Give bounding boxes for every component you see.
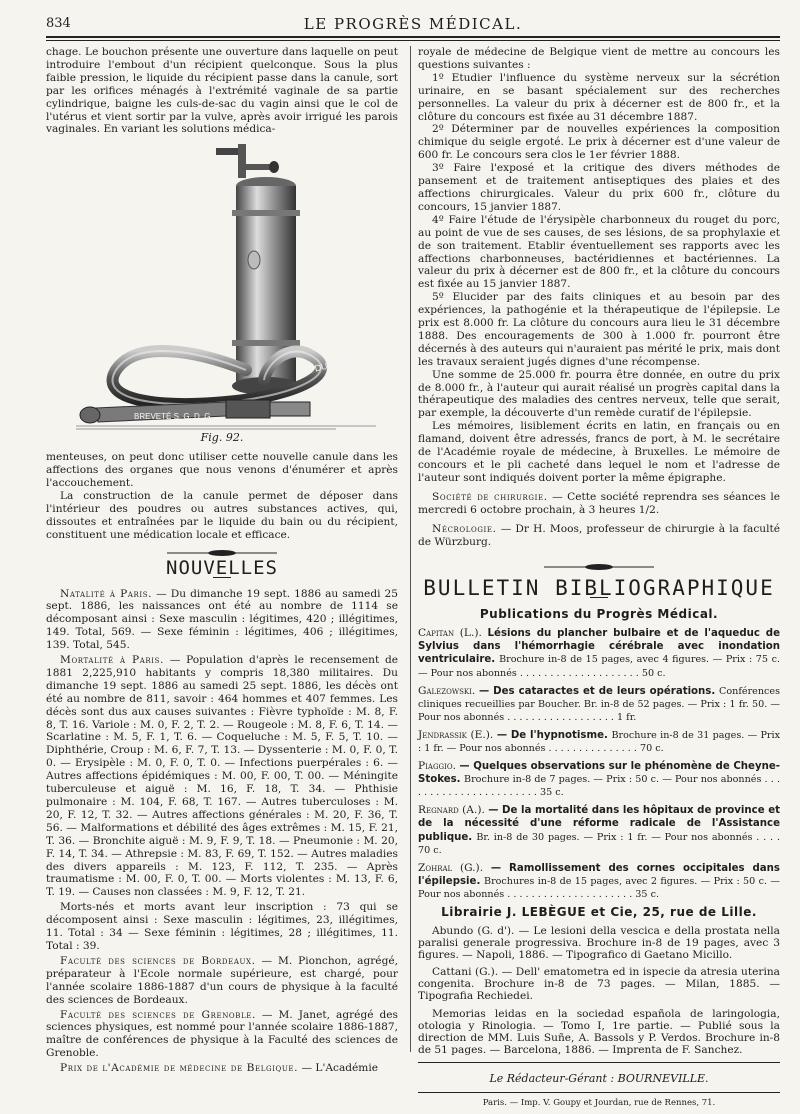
librairie-title: Librairie J. LEBÈGUE et Cie, 25, rue de Lille. — [441, 905, 757, 920]
necrologie-heading: Nécrologie. — [432, 522, 497, 535]
prize-item: 4º Faire l'étude de l'érysipèle charbonneux du rouget du porc, au point de vue de ses causes, de ses lésions, de sa prophylaxie et de son traitement. Etablir éventuellement ses rapports avec les affections charbonneuses, bactéridiennes et bactériennes. La valeur du prix à décerner est de 800 fr., et la clôture du concours est fixée au 15 janvier 1887. — [418, 213, 780, 291]
pub-details: Conférences cliniques recueillies par Boucher. Br. in-8 de 52 pages. — Prix : 1 fr. 50. — Pour nos abonnés . . . . . . . . . . . . . . . . . . 1 fr. — [418, 685, 780, 723]
prize-item: 2º Déterminer par de nouvelles expériences la composition chimique du seigle ergoté. Le prix à décerner est d'une valeur de 600 fr. Le concours sera clos le 1er février 1888. — [418, 123, 780, 162]
memoires-paragraph: Les mémoires, lisiblement écrits en latin, en français ou en flamand, doivent être adressés, francs de port, à M. le secrétaire de l'Académie royale de médecine, à Bruxelles. Le mémoire de concours et le pli cacheté dans lequel le nom et l'adresse de l'auteur sont indiqués doivent porter la même épigraphe. — [418, 420, 780, 484]
pub-title: — Quelques observations sur le phénomène de Cheyne-Stokes. — [418, 761, 780, 786]
bordeaux-heading: Faculté des sciences de Bordeaux. — [60, 954, 256, 967]
right-column — [418, 46, 780, 1110]
list-item — [418, 729, 780, 755]
somme-paragraph: Une somme de 25.000 fr. pourra être donnée, en outre du prix de 8.000 fr., à l'auteur qui aurait réalisé un progrès capital dans la thérapeutique des maladies des centres nerveux, telle que serait, par exemple, la découverte d'un remède curatif de l'épilepsie. — [418, 368, 780, 420]
list-item: Memorias leidas en la sociedad española de laringologia, otologia y Rinologia. — Tomo I, 1re partie. — Publié sous la direction de MM. Luis Suñe, A. Bassols y P. Verdos. Brochure in-8 de 51 pages. — Barcelona, 1886. — Imprenta de F. Sanchez. — [418, 1007, 780, 1056]
imprint-rule — [418, 1092, 780, 1093]
pub-author: Capitan (L.). — [418, 627, 482, 640]
prize-item: 5º Elucider par des faits cliniques et au besoin par des expériences, la pathogénie et la thérapeutique de l'épilepsie. Le prix est 8.000 fr. La clôture du concours aura lieu le 31 décembre 1888. Des encouragements de 300 à 1.000 fr. pourront être décernés à des auteurs qui n'auraient pas mérité le prix, mais dont les travaux seraient jugés dignes d'une récompense. — [418, 291, 780, 368]
mortalite-body: — Population d'après le recensement de 1881 2,225,910 habitants y compris 18,380 militaires. Du dimanche 19 sept. 1886 au samedi 25 sept. 1886, les décès ont été au nombre de 811, savoir : 464 hommes et 407 femmes. Les décès sont dus aux causes suivantes : Fièvre typhoïde : M. 8, F. 8, T. 16. Variole : M. 0, F. 2, T. 2. — Rougeole : M. 8, F. 6, T. 14. — Scarlatine : M. 5, F. 1, T. 6. — Coqueluche : M. 5, F. 5, T. 10. — Diphthérie, Croup : M. 6, F. 7, T. 13. — Dyssenterie : M. 0, F. 0, T. 0. — Erysipèle : M. 0, F. 0, T. 0. — Infections puerpérales : 6. — Autres affections épidémiques : M. 00, F. 00, T. 00. — Méningite tuberculeuse et aiguë : M. 16, F. 18, T. 34. — Phthisie pulmonaire : M. 104, F. 68, T. 167. — Autres tuberculoses : M. 20, F. 12, T. 32. — Autres affections générales : M. 20, F. 36, T. 56. — Malformations et débilité des âges extrêmes : M. 15, F. 21, T. 36. — Bronchite aiguë : M. 9, F. 9, T. 18. — Pneumonie : M. 20, F. 14, T. 34. — Athrepsie : M. 83, F. 69, T. 152. — Autres maladies des divers appareils : M. 123, F. 112, T. 235. — Après traumatisme : M. 00, F. 0, T. 00. — Morts violentes : M. 13, F. 6, T. 19. — Causes non classées : M. 9, F. 12, T. 21. — [46, 654, 398, 899]
grenoble-body: — M. Janet, agrégé des sciences physiques, est nommé pour l'année scolaire 1886-1887, maître de conférences de physique à la Faculté des sciences de Grenoble. — [46, 1008, 398, 1060]
running-title: LE PROGRÈS MÉDICAL. — [303, 15, 523, 33]
list-item — [418, 862, 780, 901]
intro-paragraph: chage. Le bouchon présente une ouverture dans laquelle on peut introduire l'embout d'un récipient quelconque. Sous la plus faible pression, le liquide du récipient passe dans la canule, sort par les orifices ménagés à l'extrémité vaginale de sa partie cylindrique, baigne les culs-de-sac du vagin ainsi que le col de l'utérus et vient sortir par la vulve, après avoir irrigué les parois vaginales. En variant les solutions médica- — [46, 46, 398, 136]
list-item: Abundo (G. d'). — Le lesioni della vescica e della prostata nella paralisi generale progressiva. Brochure in-8 de 19 pages, avec 3 figures. — Napoli, 1886. — Tipografico di Gaetano Micillo. — [418, 924, 780, 962]
signature-rule — [418, 1062, 780, 1063]
pub-author: Jendrassik (E.). — [418, 728, 494, 741]
bordeaux-body: — M. Pionchon, agrégé, préparateur à l'Ecole normale supérieure, est chargé, pour l'année scolaire 1886-1887 d'un cours de physique à la faculté des sciences de Bordeaux. — [46, 954, 398, 1006]
list-item — [418, 627, 780, 679]
ornament-icon — [544, 562, 654, 572]
publications-title: Publications du Progrès Médical. — [479, 607, 719, 622]
pub-details: Brochure in-8 de 31 pages. — Prix : 1 fr. — Pour nos abonnés . . . . . . . . . . . . . . . 70 c. — [418, 729, 780, 754]
list-item: Cattani (G.). — Dell' ematometra ed in ispecie da atresia uterina congenita. Brochure in-8 de 73 pages. — Milan, 1885. — Tipografia Rechiedei. — [418, 966, 780, 1003]
pub-details: Brochure in-8 de 15 pages, avec 4 figures. — Prix : 75 c. — Pour nos abonnés . . . . . . . . . . . . . . . . . . . . 50 c. — [418, 654, 780, 679]
irrigator-illustration — [76, 140, 376, 430]
natalite-heading: Natalité à Paris. — [60, 587, 153, 600]
pub-title: — Ramollissement des cornes occipitales dans l'épilepsie. — [418, 862, 780, 887]
after-figure-paragraph-2: La construction de la canule permet de déposer dans l'intérieur des poudres ou autres substances actives, qui, dissoutes et entraînées par le liquide du bain ou du récipient, constituent une médication locale et efficace. — [46, 489, 398, 541]
pub-author: Zohral (G.). — [418, 861, 484, 874]
after-figure-paragraph-1: menteuses, on peut donc utiliser cette nouvelle canule dans les affections des organes que nous venons d'énumérer et après l'accouchement. — [46, 451, 398, 490]
left-column — [46, 46, 398, 1075]
pub-author: Galezowski. — [418, 684, 476, 697]
imprint: Paris. — Imp. V. Goupy et Jourdan, rue de Rennes, 71. — [482, 1097, 716, 1108]
pub-title: Lésions du plancher bulbaire et de l'aqueduc de Sylvius dans l'hémorrhagie cérébrale avec inondation ventriculaire. — [418, 628, 780, 666]
signature: Le Rédacteur-Gérant : BOURNEVILLE. — [489, 1071, 709, 1085]
nouvelles-title: NOUVELLES — [166, 556, 278, 579]
patent-label: BREVETÉ S. G. D. G. — [134, 412, 213, 422]
column-divider — [410, 46, 411, 1052]
prix-paragraph — [46, 1062, 398, 1075]
societe-heading: Société de chirurgie. — [432, 490, 548, 503]
bordeaux-paragraph — [46, 955, 398, 1007]
necrologie-paragraph — [418, 523, 780, 549]
societe-paragraph — [418, 491, 780, 517]
prix-continuation: royale de médecine de Belgique vient de mettre au concours les questions suivantes : — [418, 46, 780, 71]
pub-title: — De l'hypnotisme. — [496, 729, 608, 741]
list-item — [418, 685, 780, 724]
necrologie-body: — Dr H. Moos, professeur de chirurgie à la faculté de Würzburg. — [418, 522, 780, 548]
pub-details: Brochure in-8 de 7 pages. — Prix : 50 c. — Pour nos abonnés . . . . . . . . . . . . . . . . . . . . . . . 35 c. — [418, 774, 780, 799]
natalite-body: — Du dimanche 19 sept. 1886 au samedi 25 sept. 1886, les naissances ont été au nombre de 1114 se décomposant ainsi : Sexe masculin : légitimes, 420 ; illégitimes, 149. Total, 569. — Sexe féminin : légitimes, 406 ; illégitimes, 139. Total, 545. — [46, 587, 398, 652]
pub-author: Regnard (A.). — [418, 804, 485, 817]
pub-details: Br. in-8 de 30 pages. — Prix : 1 fr. — Pour nos abonnés . . . . 70 c. — [418, 831, 781, 856]
grenoble-paragraph — [46, 1009, 398, 1061]
pub-title: — De la mortalité dans les hôpitaux de province et de la nécessité d'une réforme radicale de l'Assistance publique. — [418, 805, 780, 843]
natalite-paragraph — [46, 588, 398, 653]
header-rule-thin — [46, 40, 780, 41]
prize-item: 1º Etudier l'influence du système nerveux sur la sécrétion urinaire, en se basant spécialement sur des recherches personnelles. La valeur du prix à décerner est de 800 fr., et la clôture du concours est fixée au 31 décembre 1887. — [418, 71, 780, 123]
figure-caption: Fig. 92. — [200, 431, 244, 445]
societe-body: — Cette société reprendra ses séances le mercredi 6 octobre prochain, à 3 heures 1/2. — [418, 490, 780, 516]
prix-heading: Prix de l'Académie de médecine de Belgique. — [60, 1062, 299, 1075]
figure-canule — [76, 140, 376, 430]
list-item — [418, 760, 780, 799]
list-item — [418, 804, 780, 856]
page-number: 834 — [46, 16, 71, 31]
prix-body: — L'Académie — [298, 1062, 379, 1075]
mortalite-heading: Mortalité à Paris. — [60, 654, 164, 667]
bulletin-title: BULLETIN BIBLIOGRAPHIQUE — [423, 576, 775, 601]
mortalite-paragraph — [46, 654, 398, 899]
pub-author: Piaggio. — [418, 760, 457, 773]
grenoble-heading: Faculté des sciences de Grenoble. — [60, 1008, 256, 1021]
page-header — [46, 14, 780, 36]
publications-list — [418, 627, 780, 901]
pub-title: — Des cataractes et de leurs opérations. — [479, 685, 716, 697]
ornament-divider — [418, 562, 780, 572]
brand-label: CH. DUBOIS — [296, 355, 350, 379]
mortnes-paragraph: Morts-nés et morts avant leur inscription : 73 qui se décomposent ainsi : Sexe masculin : légitimes, 23, illégitimes, 11. Total : 34 — Sexe féminin : légitimes, 28 ; illégitimes, 11. Total : 39. — [46, 901, 398, 952]
prize-item: 3º Faire l'exposé et la critique des divers méthodes de pansement et de traitement antiseptiques des plaies et des affections chirurgicales. Valeur du prix 600 fr., clôture du concours, 15 janvier 1887. — [418, 162, 780, 213]
header-rule — [46, 36, 780, 38]
pub-details: Brochures in-8 de 15 pages, avec 2 figures. — Prix : 50 c. — Pour nos abonnés . . . . . . . . . . . . . . . . . . . . . 35 c. — [418, 875, 780, 900]
